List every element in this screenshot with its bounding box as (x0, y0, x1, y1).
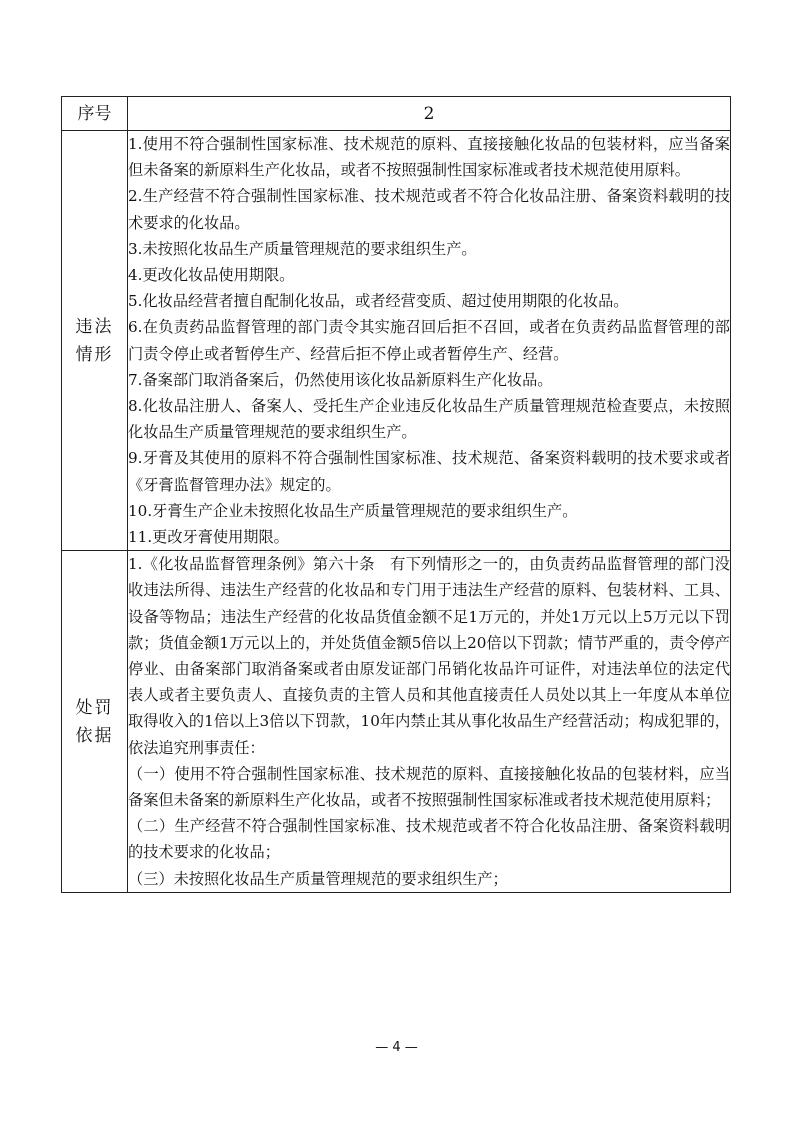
violations-label-line2: 情形 (75, 344, 114, 365)
violations-label-line1: 违法 (75, 316, 114, 337)
violation-item: 5.化妆品经营者擅自配制化妆品，或者经营变质、超过使用期限的化妆品。 (128, 292, 629, 311)
penalty-table (61, 96, 731, 893)
violations-label-cell (62, 131, 128, 551)
violation-item: 2.生产经营不符合强制性国家标准、技术规范或者不符合化妆品注册、备案资料载明的技术要求的化妆品。 (128, 187, 730, 232)
basis-item: （三）未按照化妆品生产质量管理规范的要求组织生产； (128, 869, 508, 888)
serial-value: 2 (423, 103, 435, 124)
basis-content (128, 551, 731, 893)
violation-item: 7.备案部门取消备案后，仍然使用该化妆品新原料生产化妆品。 (128, 370, 553, 389)
basis-label-cell (62, 551, 128, 893)
violations-content (128, 131, 731, 551)
violations-row (62, 131, 731, 551)
violation-item: 3.未按照化妆品生产质量管理规范的要求组织生产。 (128, 239, 477, 258)
serial-label: 序号 (77, 103, 112, 124)
serial-label-cell (62, 97, 128, 131)
table-header-row (62, 97, 731, 131)
basis-row (62, 551, 731, 893)
violation-item: 9.牙膏及其使用的原料不符合强制性国家标准、技术规范、备案资料载明的技术要求或者《牙膏监督管理办法》规定的。 (128, 449, 730, 494)
basis-item: （一）使用不符合强制性国家标准、技术规范的原料、直接接触化妆品的包装材料，应当备案但未备案的新原料生产化妆品，或者不按照强制性国家标准或者技术规范使用原料； (128, 764, 730, 810)
basis-item: 1.《化妆品监督管理条例》第六十条 有下列情形之一的，由负责药品监督管理的部门没收违法所得、违法生产经营的化妆品和专门用于违法生产经营的原料、包装材料、工具、设备等物品；违法生产经营的化妆品货值金额不足1万元的，并处1万元以上5万元以下罚款；货值金额1万元以上的，并处货值金额5倍以上20倍以下罚款；情节严重的，责令停产停业、由备案部门取消备案或者由原发证部门吊销化妆品许可证件，对违法单位的法定代表人或者主要负责人、直接负责的主管人员和其他直接责任人员处以其上一年度从本单位取得收入的1倍以上3倍以下罚款，10年内禁止其从事化妆品生产经营活动；构成犯罪的，依法追究刑事责任： (128, 555, 730, 757)
basis-label-line2: 依据 (75, 725, 114, 746)
basis-item: （二）生产经营不符合强制性国家标准、技术规范或者不符合化妆品注册、备案资料载明的技术要求的化妆品； (128, 817, 730, 862)
serial-value-cell (128, 97, 731, 131)
violation-item: 4.更改化妆品使用期限。 (128, 266, 295, 285)
page-number: — 4 — (375, 1040, 418, 1055)
violation-item: 6.在负责药品监督管理的部门责令其实施召回后拒不召回，或者在负责药品监督管理的部门责令停止或者暂停生产、经营后拒不停止或者暂停生产、经营。 (128, 318, 730, 363)
violation-item: 8.化妆品注册人、备案人、受托生产企业违反化妆品生产质量管理规范检查要点，未按照化妆品生产质量管理规范的要求组织生产。 (128, 397, 730, 442)
basis-label-line1: 处罚 (75, 697, 114, 718)
violation-item: 1.使用不符合强制性国家标准、技术规范的原料、直接接触化妆品的包装材料，应当备案但未备案的新原料生产化妆品，或者不按照强制性国家标准或者技术规范使用原料。 (128, 135, 730, 180)
violation-item: 11.更改牙膏使用期限。 (128, 528, 289, 547)
violation-item: 10.牙膏生产企业未按照化妆品生产质量管理规范的要求组织生产。 (128, 501, 578, 520)
